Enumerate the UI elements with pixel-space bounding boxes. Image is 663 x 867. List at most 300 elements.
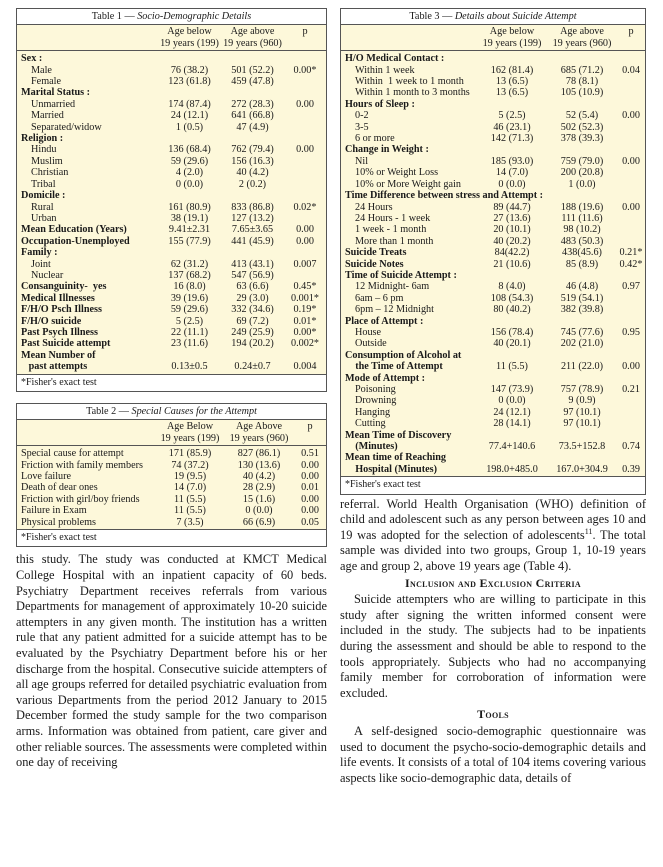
header-cell [341, 26, 477, 49]
caption-prefix: Table 1 — [91, 11, 138, 22]
table-row [17, 448, 326, 459]
row-label: 1 week - 1 month [355, 224, 427, 236]
cell-above-19: 833 (86.8) [231, 201, 274, 213]
row-label: Hospital (Minutes) [345, 463, 437, 475]
row-label: Urban [31, 212, 57, 224]
header-cell: Age above 19 years (960) [552, 26, 612, 49]
cell-below-19: 74 (37.2) [171, 459, 209, 471]
table-row [341, 361, 645, 372]
header-cell: Age Above 19 years (960) [229, 421, 289, 444]
row-label: Sex : [21, 53, 43, 65]
table-row [17, 144, 326, 155]
row-label: Physical problems [21, 516, 96, 528]
table-row [17, 179, 326, 190]
row-label: Mean Time of Discovery [345, 429, 452, 441]
cell-below-19: 62 (31.2) [170, 258, 209, 270]
para1-text-end: . The total sample was divided into two groups, Group 1, 10-19 years age and group 2, above 19 years age (Table 4). [340, 527, 646, 574]
cell-below-19: 59 (29.6) [170, 304, 209, 316]
table-2-body [17, 446, 326, 530]
table-row [341, 350, 645, 361]
row-label: H/O Medical Contact : [345, 53, 445, 65]
cell-p-value: 0.00 [622, 201, 640, 213]
table-3-footnote: *Fisher's exact test [341, 477, 645, 493]
cell-below-19: 156 (78.4) [490, 326, 534, 338]
cell-below-19: 14 (7.0) [173, 482, 207, 494]
header-cell: p [628, 26, 634, 38]
cell-above-19: 15 (1.6) [242, 493, 276, 505]
cell-below-19: 38 (19.1) [170, 212, 209, 224]
table-row [341, 87, 645, 98]
table-3 [340, 8, 646, 495]
table-row [17, 99, 326, 110]
row-label: Unmarried [31, 98, 76, 110]
row-label: Hours of Sleep : [345, 98, 415, 110]
row-label: past attempts [21, 361, 88, 373]
table-row [341, 270, 645, 281]
cell-above-19: 9 (0.9) [568, 395, 596, 407]
cell-above-19: 130 (13.6) [237, 459, 281, 471]
cell-above-19: 249 (25.9) [231, 326, 274, 338]
table-row [17, 110, 326, 121]
table-2-footnote: *Fisher's exact test [17, 530, 326, 546]
table-row [341, 122, 645, 133]
cell-below-19: 162 (81.4) [490, 64, 534, 76]
cell-below-19: 40 (20.2) [493, 235, 531, 247]
cell-above-19: 757 (78.9) [560, 384, 604, 395]
table-row [341, 316, 645, 327]
row-label: Muslim [31, 155, 63, 167]
table-row [17, 482, 326, 493]
cell-p-value: 0.00 [296, 235, 314, 247]
table-row [17, 361, 326, 372]
table-row [17, 247, 326, 258]
cell-below-19: 11 (5.5) [496, 361, 528, 373]
row-label: F/H/O Psch Illness [21, 304, 102, 316]
cell-above-19: 211 (22.0) [560, 361, 604, 373]
cell-above-19: 382 (39.8) [560, 304, 604, 316]
table-row [17, 65, 326, 76]
row-label: F/H/O suicide [21, 315, 82, 327]
cell-above-19: 332 (34.6) [231, 304, 274, 316]
table-row [341, 441, 645, 452]
row-label: Poisoning [355, 384, 396, 395]
table-row [17, 190, 326, 201]
table-1-body [17, 51, 326, 374]
table-3-body [341, 51, 645, 477]
row-label: Family : [21, 247, 58, 259]
row-label: Outside [355, 338, 387, 350]
cell-above-19: 378 (39.3) [560, 133, 604, 145]
cell-p-value: 0.00 [296, 144, 314, 156]
cell-above-19: 0.24±0.7 [234, 361, 271, 373]
cell-above-19: 519 (54.1) [560, 292, 604, 304]
cell-below-19: 123 (61.8) [168, 76, 211, 88]
cell-above-19: 0 (0.0) [245, 505, 273, 517]
table-row [341, 373, 645, 384]
cell-p-value: 0.02* [293, 201, 317, 213]
table-row [341, 338, 645, 349]
row-label: House [355, 326, 382, 338]
cell-below-19: 4 (2.0) [175, 167, 204, 179]
header-cell [17, 26, 158, 49]
table-row [341, 452, 645, 463]
cell-p-value: 0.00 [622, 361, 640, 373]
row-label: Within 1 month to 3 months [355, 87, 470, 99]
row-label: 12 Midnight- 6am [355, 281, 430, 293]
caption-title: Socio-Demographic Details [137, 11, 252, 22]
row-label: Consanguinity- yes [21, 281, 107, 293]
table-row [17, 202, 326, 213]
table-row [341, 213, 645, 224]
cell-p-value: 0.21 [622, 384, 640, 395]
header-cell: Age below 19 years (199) [482, 26, 542, 49]
table-row [341, 407, 645, 418]
cell-above-19: 78 (8.1) [565, 76, 599, 88]
row-label: Hanging [355, 406, 391, 418]
cell-p-value: 0.002* [290, 338, 319, 350]
table-row [341, 247, 645, 258]
cell-p-value: 0.00 [296, 98, 314, 110]
table-1-footnote: *Fisher's exact test [17, 375, 326, 391]
cell-above-19: 438(45.6) [562, 247, 602, 259]
cell-below-19: 24 (12.1) [170, 110, 209, 122]
cell-above-19: 2 (0.2) [238, 178, 267, 190]
table-row [17, 87, 326, 98]
table-row [341, 53, 645, 64]
table-row [341, 76, 645, 87]
table-row [341, 384, 645, 395]
cell-p-value: 0.05 [301, 516, 319, 528]
cell-below-19: 9.41±2.31 [168, 224, 211, 236]
cell-below-19: 0.13±0.5 [171, 361, 208, 373]
cell-above-19: 63 (6.6) [236, 281, 269, 293]
cell-below-19: 161 (80.9) [168, 201, 211, 213]
table-row [17, 156, 326, 167]
cell-below-19: 147 (73.9) [490, 384, 534, 395]
row-label: Male [31, 64, 52, 76]
table-row [341, 179, 645, 190]
table-row [17, 167, 326, 178]
table-row [17, 471, 326, 482]
table-row [341, 156, 645, 167]
row-label: Rural [31, 201, 54, 213]
cell-above-19: 762 (79.4) [231, 144, 274, 156]
row-label: Domicile : [21, 190, 66, 202]
right-paragraph-3: A self-designed socio-demographic questionnaire was used to document the psycho-socio-demographic details and life events. It consists of a total of 104 items covering various aspects like socio-demographic data, details of [340, 723, 646, 785]
row-label: Past Psych Illness [21, 326, 98, 338]
table-row [341, 418, 645, 429]
cell-p-value: 0.00* [293, 64, 317, 76]
cell-below-19: 0 (0.0) [498, 395, 526, 407]
table-row [341, 395, 645, 406]
cell-above-19: 69 (7.2) [236, 315, 269, 327]
table-row [17, 270, 326, 281]
row-label: (Minutes) [345, 441, 398, 453]
table-1-header [17, 25, 326, 51]
cell-above-19: 483 (50.3) [560, 235, 604, 247]
cell-below-19: 0 (0.0) [175, 178, 204, 190]
cell-p-value: 0.00 [301, 459, 319, 471]
cell-below-19: 40 (20.1) [493, 338, 531, 350]
cell-below-19: 21 (10.6) [493, 258, 531, 270]
table-row [341, 304, 645, 315]
table-row [17, 122, 326, 133]
row-label: Religion : [21, 133, 64, 145]
cell-below-19: 108 (54.3) [490, 292, 534, 304]
table-row [341, 65, 645, 76]
cell-below-19: 13 (6.5) [495, 87, 529, 99]
row-label: Consumption of Alcohol at [345, 349, 462, 361]
cell-below-19: 137 (68.2) [168, 269, 211, 281]
cell-above-19: 745 (77.6) [560, 326, 604, 338]
left-paragraph: this study. The study was conducted at KMCT Medical College Hospital with an inpatient capacity of 60 beds. Psychiatry Department receives referrals from various Departments for management of approximately 10-20 suicide attempters in any given month. The institution has a written rule that any patient admitted for a suicide attempt has to be evaluated by the Psychiatry Department before his or her discharge from the hospital. Consecutive suicide attempters of all age groups referred for detailed psychiatric evaluation from various Departments from the period 2012 January to 2015 December formed the study sample for the two comparison arms. Information was obtained from patient, care giver and other reliable sources. The assessments were completed within one day of receiving [16, 552, 328, 770]
cell-below-19: 13 (6.5) [495, 76, 529, 88]
cell-below-19: 11 (5.5) [174, 493, 206, 505]
cell-above-19: 827 (86.1) [237, 448, 281, 460]
row-label: Suicide Notes [345, 258, 404, 270]
table-row [341, 293, 645, 304]
cell-p-value: 0.00 [301, 471, 319, 483]
row-label: Medical Illnesses [21, 292, 95, 304]
table-1 [16, 8, 327, 392]
cell-below-19: 1 (0.5) [175, 121, 204, 133]
cell-above-19: 641 (66.8) [231, 110, 274, 122]
cell-p-value: 0.001* [290, 292, 319, 304]
cell-p-value: 0.007 [293, 258, 317, 270]
cell-p-value: 0.42* [619, 258, 643, 270]
table-row [341, 224, 645, 235]
citation-ref: 11 [584, 526, 593, 536]
table-row [341, 167, 645, 178]
table-row [17, 259, 326, 270]
row-label: Separated/widow [31, 121, 102, 133]
table-row [341, 236, 645, 247]
cell-p-value: 0.004 [293, 361, 317, 373]
cell-p-value: 0.00* [293, 326, 317, 338]
cell-above-19: 459 (47.8) [231, 76, 274, 88]
table-row [341, 133, 645, 144]
cell-p-value: 0.00 [301, 493, 319, 505]
table-row [17, 53, 326, 64]
cell-above-19: 685 (71.2) [560, 64, 604, 76]
cell-above-19: 167.0+304.9 [556, 463, 608, 475]
row-label: Past Suicide attempt [21, 338, 111, 350]
table-row [17, 316, 326, 327]
row-label: Drowning [355, 395, 397, 407]
header-cell: p [302, 26, 308, 38]
row-label: Change in Weight : [345, 144, 429, 156]
right-column [340, 8, 646, 786]
cell-below-19: 89 (44.7) [493, 201, 531, 213]
cell-below-19: 198.0+485.0 [486, 463, 538, 475]
row-label: the Time of Attempt [345, 361, 443, 373]
row-label: Marital Status : [21, 87, 91, 99]
row-label: Nuclear [31, 269, 64, 281]
cell-p-value: 0.04 [622, 64, 640, 76]
table-row [341, 281, 645, 292]
row-label: Christian [31, 167, 69, 179]
cell-p-value: 0.19* [293, 304, 317, 316]
cell-below-19: 19 (9.5) [173, 471, 207, 483]
row-label: Death of dear ones [21, 482, 98, 494]
cell-above-19: 441 (45.9) [231, 235, 274, 247]
cell-above-19: 52 (5.4) [565, 110, 599, 122]
row-label: Special cause for attempt [21, 448, 124, 460]
table-row [341, 327, 645, 338]
cell-below-19: 27 (13.6) [493, 212, 531, 224]
cell-below-19: 14 (7.0) [495, 167, 529, 179]
row-label: Joint [31, 258, 51, 270]
cell-p-value: 0.95 [622, 326, 640, 338]
right-body-text [340, 497, 646, 787]
row-label: 24 Hours [355, 201, 393, 213]
row-label: Tribal [31, 178, 56, 190]
row-label: More than 1 month [355, 235, 434, 247]
table-row [17, 304, 326, 315]
row-label: Mean time of Reaching [345, 452, 447, 464]
caption-title: Special Causes for the Attempt [131, 406, 257, 417]
left-body-text [16, 552, 327, 770]
cell-below-19: 11 (5.5) [174, 505, 206, 517]
cell-below-19: 76 (38.2) [170, 64, 209, 76]
row-label: 3-5 [355, 121, 369, 133]
cell-above-19: 194 (20.2) [231, 338, 274, 350]
cell-above-19: 272 (28.3) [231, 98, 274, 110]
cell-below-19: 5 (2.5) [175, 315, 204, 327]
table-row [341, 259, 645, 270]
cell-above-19: 40 (4.2) [242, 471, 276, 483]
row-label: 0-2 [355, 110, 369, 122]
table-row [17, 213, 326, 224]
cell-p-value: 0.74 [622, 441, 640, 453]
cell-above-19: 547 (56.9) [231, 269, 274, 281]
row-label: Love failure [21, 471, 72, 483]
table-row [17, 236, 326, 247]
para1-text: referral. World Health Organisation (WHO) definition of child and adolescent such as any person between ages 10 and 19 was adopted for the selection of adolescents [340, 496, 646, 542]
table-row [17, 76, 326, 87]
row-label: 24 Hours - 1 week [355, 212, 431, 224]
table-2-caption [17, 404, 326, 420]
cell-below-19: 22 (11.1) [171, 326, 208, 338]
row-label: 10% or More Weight gain [355, 178, 461, 190]
cell-below-19: 80 (40.2) [493, 304, 531, 316]
cell-below-19: 171 (85.9) [168, 448, 212, 460]
table-row [341, 99, 645, 110]
cell-below-19: 16 (8.0) [173, 281, 206, 293]
cell-p-value: 0.00 [301, 505, 319, 517]
cell-above-19: 202 (21.0) [560, 338, 604, 350]
cell-p-value: 0.01* [293, 315, 317, 327]
row-label: 6pm – 12 Midnight [355, 304, 434, 316]
cell-below-19: 142 (71.3) [490, 133, 534, 145]
cell-p-value: 0.97 [622, 281, 640, 293]
caption-title: Details about Suicide Attempt [454, 11, 577, 22]
cell-below-19: 46 (23.1) [493, 121, 531, 133]
table-row [341, 144, 645, 155]
heading-tools: Tools [477, 707, 509, 722]
cell-above-19: 1 (0.0) [568, 178, 596, 190]
cell-above-19: 111 (11.6) [561, 212, 603, 224]
cell-above-19: 85 (8.9) [565, 258, 599, 270]
row-label: Place of Attempt : [345, 315, 424, 327]
row-label: 6 or more [355, 133, 395, 145]
row-label: Suicide Treats [345, 247, 407, 259]
table-2-header [17, 420, 326, 446]
row-label: Friction with family members [21, 459, 143, 471]
row-label: Within 1 week to 1 month [355, 76, 464, 88]
cell-above-19: 97 (10.1) [563, 406, 601, 418]
row-label: Time Difference between stress and Attempt : [345, 190, 544, 202]
table-row [17, 293, 326, 304]
row-label: Female [31, 76, 61, 88]
table-3-header [341, 25, 645, 51]
cell-below-19: 185 (93.0) [490, 155, 534, 167]
cell-above-19: 188 (19.6) [560, 201, 604, 213]
row-label: Occupation-Unemployed [21, 235, 130, 247]
row-label: Mean Education (Years) [21, 224, 127, 236]
cell-above-19: 127 (13.2) [231, 212, 274, 224]
cell-above-19: 66 (6.9) [242, 516, 276, 528]
row-label: Nil [355, 155, 369, 167]
cell-below-19: 20 (10.1) [493, 224, 531, 236]
cell-below-19: 155 (77.9) [168, 235, 211, 247]
table-row [17, 494, 326, 505]
caption-prefix: Table 2 — [86, 406, 132, 417]
row-label: Within 1 week [355, 64, 415, 76]
cell-above-19: 759 (79.0) [560, 155, 604, 167]
cell-p-value: 0.45* [293, 281, 317, 293]
cell-below-19: 28 (14.1) [493, 418, 531, 430]
cell-above-19: 7.65±3.65 [231, 224, 274, 236]
cell-above-19: 73.5+152.8 [558, 441, 606, 453]
header-cell: Age Below 19 years (199) [160, 421, 220, 444]
cell-p-value: 0.51 [301, 448, 319, 460]
cell-p-value: 0.00 [622, 155, 640, 167]
cell-above-19: 47 (4.9) [236, 121, 269, 133]
cell-below-19: 24 (12.1) [493, 406, 531, 418]
row-label: Cutting [355, 418, 386, 430]
right-paragraph-2: Suicide attempters who are willing to participate in this study after signing the written informed consent were included in the study. The subjects had to be inpatients during the assessment and should be able to respond to the tools appropriately. Subjects who had no accompanying family member for corroboration of information were excluded. [340, 592, 646, 700]
cell-above-19: 200 (20.8) [560, 167, 604, 179]
cell-above-19: 98 (10.2) [563, 224, 601, 236]
table-row [17, 460, 326, 471]
table-row [17, 133, 326, 144]
cell-above-19: 28 (2.9) [242, 482, 276, 494]
table-row [341, 430, 645, 441]
header-cell: Age above 19 years (960) [223, 26, 282, 49]
cell-below-19: 39 (19.6) [170, 292, 209, 304]
header-cell [17, 421, 156, 444]
table-row [17, 224, 326, 235]
table-2 [16, 403, 327, 547]
cell-below-19: 0 (0.0) [498, 178, 526, 190]
table-row [341, 464, 645, 475]
row-label: Friction with girl/boy friends [21, 493, 140, 505]
cell-below-19: 23 (11.6) [171, 338, 208, 350]
row-label: 10% or Weight Loss [355, 167, 439, 179]
cell-p-value: 0.00 [296, 224, 314, 236]
table-row [17, 505, 326, 516]
cell-above-19: 105 (10.9) [560, 87, 604, 99]
cell-below-19: 77.4+140.6 [488, 441, 536, 453]
cell-below-19: 5 (2.5) [498, 110, 526, 122]
table-row [341, 110, 645, 121]
table-row [17, 338, 326, 349]
table-row [17, 327, 326, 338]
row-label: Mean Number of [21, 349, 96, 361]
cell-above-19: 97 (10.1) [563, 418, 601, 430]
left-column [16, 8, 327, 771]
